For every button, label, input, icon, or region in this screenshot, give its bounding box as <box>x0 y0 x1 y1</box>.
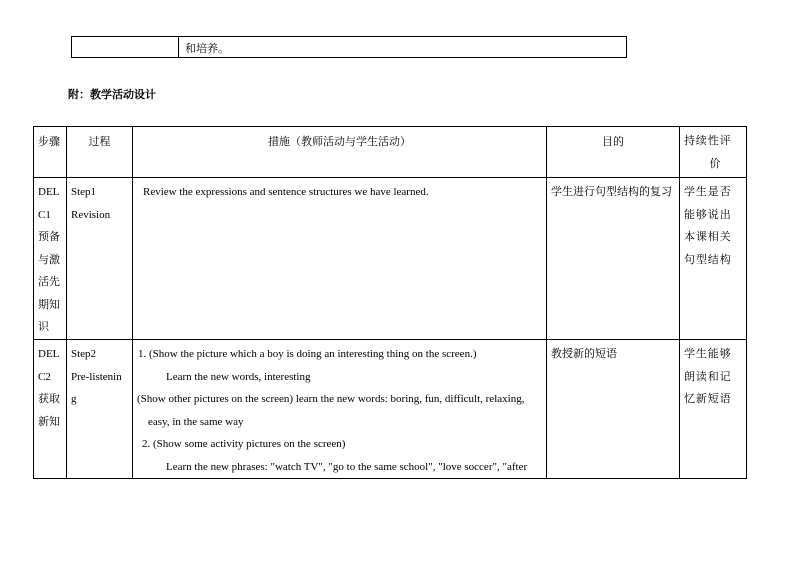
step-cell: DEL C2 获取 新知 <box>34 340 67 479</box>
evaluation-cell: 学生能够 朗读和记 忆新短语 <box>680 340 747 479</box>
header-step: 步骤 <box>34 127 67 178</box>
measures-cell: 1. (Show the picture which a boy is doing an interesting thing on the screen.) Learn the new words, interesting (Show other pictures on the screen) learn the new words: boring, fun, difficult, relaxing, easy, in the same way 2. (Show some activity pictures on the screen) Learn the new phrases: "watch TV", "go to the same school", "love soccer", "after <box>133 340 547 479</box>
header-purpose: 目的 <box>547 127 680 178</box>
step-cell: DEL C1 预备 与激 活先 期知 识 <box>34 178 67 340</box>
previous-table-fragment <box>71 36 627 58</box>
process-cell: Step2 Pre-listenin g <box>67 340 133 479</box>
header-process: 过程 <box>67 127 133 178</box>
table-header-row <box>34 127 747 178</box>
section-title: 附：教学活动设计 <box>68 88 156 101</box>
purpose-cell: 教授新的短语 <box>547 340 680 479</box>
header-evaluation: 持续性评 价 <box>680 127 747 178</box>
table-cell-text: 和培养。 <box>185 42 229 55</box>
purpose-cell: 学生进行句型结构的复习 <box>547 178 680 340</box>
table-divider <box>178 37 179 57</box>
evaluation-cell: 学生是否 能够说出 本课相关 句型结构 <box>680 178 747 340</box>
measures-cell: Review the expressions and sentence structures we have learned. <box>133 178 547 340</box>
header-measures: 措施（教师活动与学生活动） <box>133 127 547 178</box>
table-row <box>34 340 747 479</box>
process-cell: Step1 Revision <box>67 178 133 340</box>
table-row <box>34 178 747 340</box>
activity-design-table <box>33 126 747 479</box>
